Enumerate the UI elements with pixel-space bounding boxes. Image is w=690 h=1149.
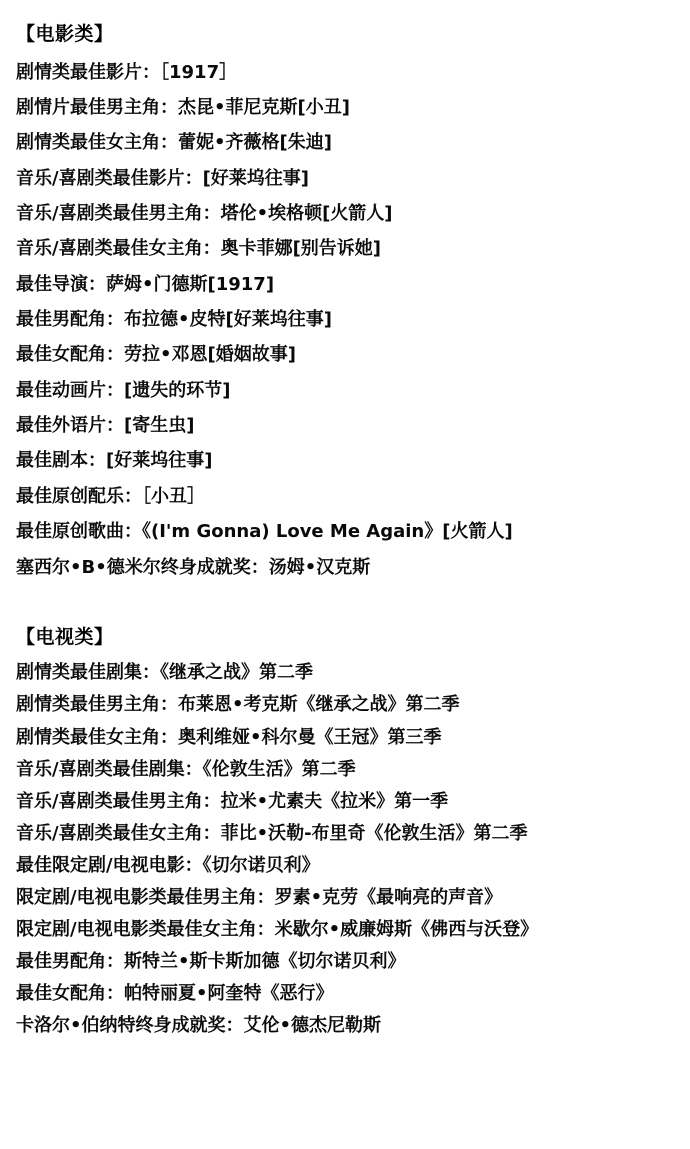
list-item: 最佳男配角：布拉德•皮特[好莱坞往事] (16, 309, 332, 331)
film-awards-section (16, 20, 674, 585)
section-divider-space (16, 585, 674, 623)
list-item: 最佳女配角：劳拉•邓恩[婚姻故事] (16, 344, 296, 366)
list-item: 剧情片最佳男主角：杰昆•菲尼克斯[小丑] (16, 96, 350, 118)
list-item: 限定剧/电视电影类最佳女主角：米歇尔•威廉姆斯《佛西与沃登》 (16, 919, 539, 941)
tv-section-heading: 【电视类】 (16, 625, 114, 648)
list-item: 塞西尔•B•德米尔终身成就奖：汤姆•汉克斯 (16, 556, 371, 578)
list-item: 剧情类最佳影片：［1917］ (16, 61, 238, 83)
tv-awards-section (16, 623, 674, 1043)
list-item: 剧情类最佳剧集：《继承之战》第二季 (16, 662, 313, 684)
list-item: 最佳动画片：[遗失的环节] (16, 379, 231, 401)
list-item: 剧情类最佳男主角：布莱恩•考克斯《继承之战》第二季 (16, 694, 460, 716)
list-item: 最佳原创歌曲：《(I'm Gonna) Love Me Again》[火箭人] (16, 521, 513, 543)
list-item: 音乐/喜剧类最佳影片：[好莱坞往事] (16, 167, 310, 189)
list-item: 限定剧/电视电影类最佳男主角：罗素•克劳《最响亮的声音》 (16, 887, 503, 909)
film-section-heading: 【电影类】 (16, 23, 114, 45)
list-item: 最佳外语片：[寄生虫] (16, 415, 195, 437)
list-item: 卡洛尔•伯纳特终身成就奖：艾伦•德杰尼勒斯 (16, 1015, 382, 1037)
tv-award-list (16, 657, 674, 1042)
list-item: 剧情类最佳女主角：奥利维娅•科尔曼《王冠》第三季 (16, 726, 442, 748)
list-item: 音乐/喜剧类最佳男主角：拉米•尤素夫《拉米》第一季 (16, 790, 449, 812)
film-award-list (16, 55, 674, 585)
list-item: 音乐/喜剧类最佳剧集：《伦敦生活》第二季 (16, 758, 356, 780)
list-item: 最佳原创配乐：［小丑］ (16, 485, 205, 507)
list-item: 音乐/喜剧类最佳男主角：塔伦•埃格顿[火箭人] (16, 202, 393, 224)
list-item: 音乐/喜剧类最佳女主角：奥卡菲娜[别告诉她] (16, 238, 382, 260)
list-item: 剧情类最佳女主角：蕾妮•齐薇格[朱迪] (16, 132, 332, 154)
list-item: 最佳导演：萨姆•门德斯[1917] (16, 273, 275, 295)
list-item: 最佳剧本：[好莱坞往事] (16, 450, 213, 472)
list-item: 音乐/喜剧类最佳女主角：菲比•沃勒-布里奇《伦敦生活》第二季 (16, 822, 528, 844)
list-item: 最佳限定剧/电视电影：《切尔诺贝利》 (16, 854, 320, 876)
list-item: 最佳女配角：帕特丽夏•阿奎特《恶行》 (16, 983, 334, 1005)
list-item: 最佳男配角：斯特兰•斯卡斯加德《切尔诺贝利》 (16, 951, 406, 973)
